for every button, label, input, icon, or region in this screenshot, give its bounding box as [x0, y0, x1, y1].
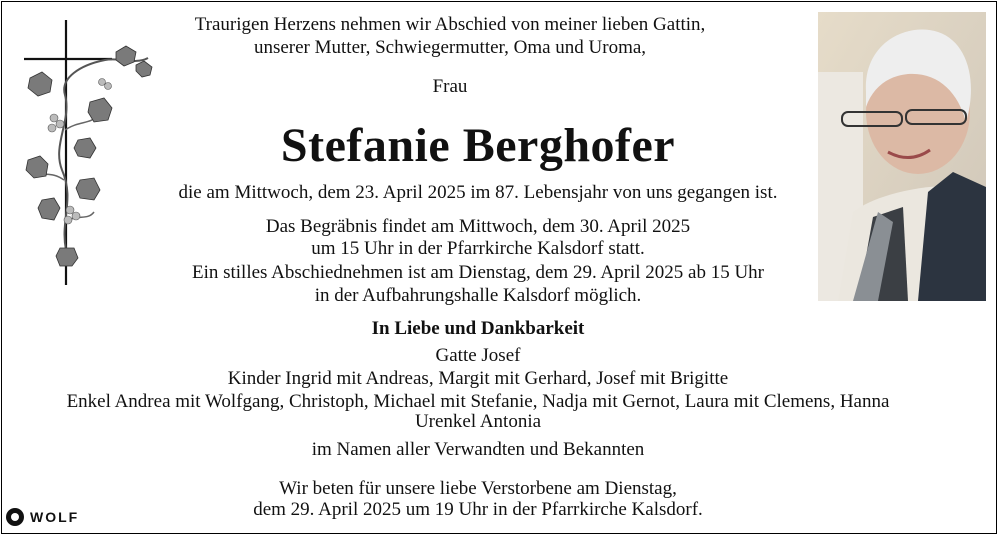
mourner-grandchildren: Enkel Andrea mit Wolfgang, Christoph, Michael mit Stefanie, Nadja mit Gernot, Laura mit Clemens, Hanna	[66, 391, 890, 412]
intro-line-2: unserer Mutter, Schwiegermutter, Oma und Uroma,	[253, 37, 647, 58]
prayer-line-2: dem 29. April 2025 um 19 Uhr in der Pfarrkirche Kalsdorf.	[253, 499, 703, 520]
portrait-photo	[818, 12, 986, 301]
mourner-great-grandchildren: Urenkel Antonia	[414, 411, 542, 432]
deceased-name: Stefanie Berghofer	[280, 119, 676, 172]
wolf-logo	[6, 506, 79, 528]
intro-line-1: Traurigen Herzens nehmen wir Abschied von meiner lieben Gattin,	[194, 14, 706, 35]
mourner-spouse: Gatte Josef	[435, 345, 521, 366]
death-notice-line: die am Mittwoch, dem 23. April 2025 im 87. Lebensjahr von uns gegangen ist.	[178, 182, 778, 203]
mourners-heading: In Liebe und Dankbarkeit	[371, 318, 585, 339]
viewing-line-1: Ein stilles Abschiednehmen ist am Dienstag, dem 29. April 2025 ab 15 Uhr	[191, 262, 765, 283]
honorific-title: Frau	[432, 76, 468, 97]
funeral-line-1: Das Begräbnis findet am Mittwoch, dem 30. April 2025	[265, 216, 691, 237]
wolf-logo-icon	[6, 508, 24, 526]
viewing-line-2: in der Aufbahrungshalle Kalsdorf möglich.	[314, 285, 642, 306]
prayer-line-1: Wir beten für unsere liebe Verstorbene am Dienstag,	[279, 478, 677, 499]
funeral-line-2: um 15 Uhr in der Pfarrkirche Kalsdorf statt.	[311, 238, 645, 259]
mourner-children: Kinder Ingrid mit Andreas, Margit mit Gerhard, Josef mit Brigitte	[227, 368, 729, 389]
logo-text: WOLF	[30, 509, 80, 525]
mourner-relatives: im Namen aller Verwandten und Bekannten	[311, 439, 645, 460]
